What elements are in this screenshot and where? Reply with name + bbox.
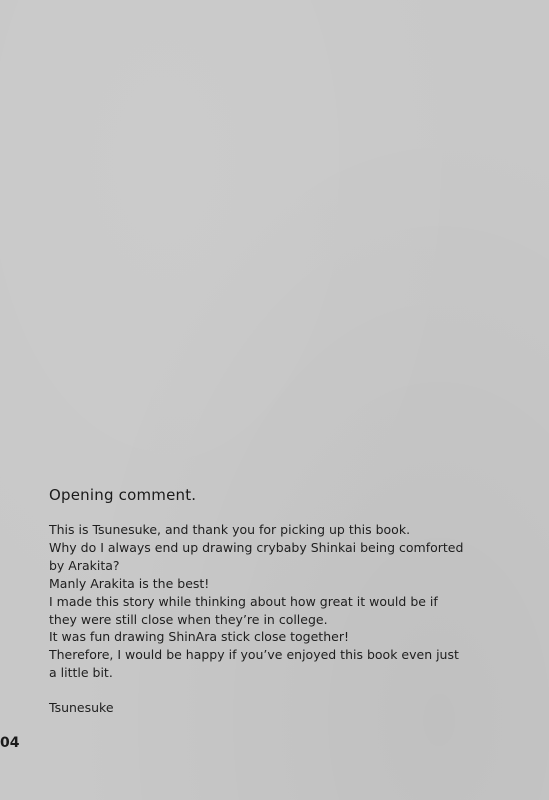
comment-line: Manly Arakita is the best!: [49, 575, 210, 591]
comment-line: Therefore, I would be happy if you’ve enjoyed this book even just: [49, 647, 459, 663]
comment-heading: Opening comment.: [49, 486, 197, 504]
page-number: 04: [0, 735, 20, 751]
comment-line: a little bit.: [49, 665, 113, 681]
comment-line: they were still close when they’re in college.: [49, 611, 328, 627]
opening-comment: [49, 484, 529, 717]
comment-line: This is Tsunesuke, and thank you for picking up this book.: [49, 522, 411, 537]
comment-line: It was fun drawing ShinAra stick close together!: [49, 629, 349, 645]
author-signature: Tsunesuke: [49, 700, 114, 716]
comment-line: Why do I always end up drawing crybaby Shinkai being comforted: [49, 539, 464, 555]
comment-body: [49, 521, 529, 682]
comment-line: by Arakita?: [49, 557, 120, 573]
comment-line: I made this story while thinking about how great it would be if: [49, 593, 438, 609]
